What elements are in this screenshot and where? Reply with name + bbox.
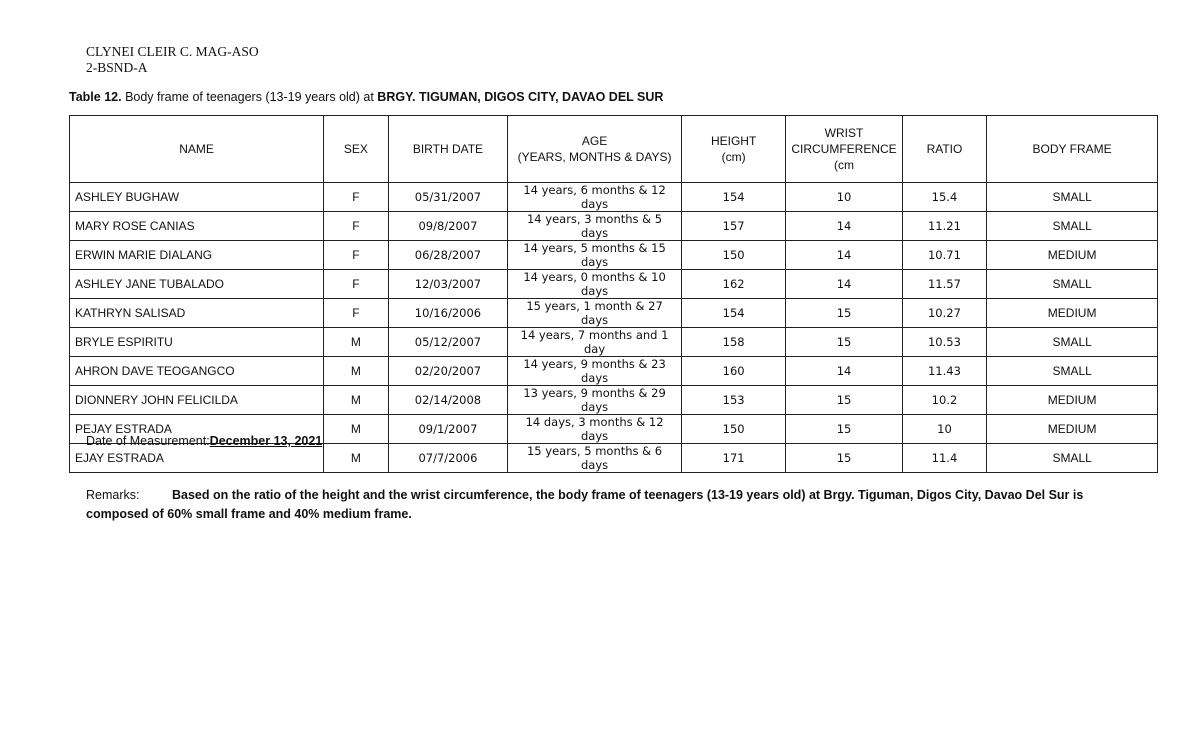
- cell-ratio: 10.2: [902, 386, 987, 415]
- cell-height: 154: [681, 299, 785, 328]
- table-caption: [69, 89, 663, 105]
- cell-age: 14 years, 9 months & 23 days: [508, 357, 682, 386]
- cell-age: 14 years, 5 months & 15 days: [508, 241, 682, 270]
- cell-wrist: 15: [786, 386, 902, 415]
- cell-birth-date: 10/16/2006: [388, 299, 508, 328]
- table-row: [70, 270, 1158, 299]
- measurement-date: December 13, 2021: [209, 434, 323, 448]
- cell-birth-date: 02/20/2007: [388, 357, 508, 386]
- cell-height: 150: [681, 415, 785, 444]
- cell-body-frame: MEDIUM: [987, 415, 1158, 444]
- header-ratio: RATIO: [902, 116, 987, 183]
- cell-body-frame: MEDIUM: [987, 386, 1158, 415]
- cell-body-frame: SMALL: [987, 270, 1158, 299]
- author-section: 2-BSND-A: [86, 60, 148, 75]
- header-wrist-line3: (cm: [834, 158, 855, 172]
- header-height: [681, 116, 785, 183]
- table-row: [70, 183, 1158, 212]
- remarks-block: [86, 486, 1126, 524]
- cell-sex: F: [324, 183, 389, 212]
- header-height-line2: (cm): [721, 150, 746, 164]
- cell-name: MARY ROSE CANIAS: [70, 212, 324, 241]
- header-birth-date: BIRTH DATE: [388, 116, 508, 183]
- cell-name: PEJAY ESTRADA: [70, 415, 324, 444]
- table-number: Table 12.: [69, 90, 122, 104]
- cell-age: 15 years, 1 month & 27 days: [508, 299, 682, 328]
- table-caption-location: BRGY. TIGUMAN, DIGOS CITY, DAVAO DEL SUR: [377, 90, 664, 104]
- cell-body-frame: MEDIUM: [987, 241, 1158, 270]
- cell-sex: F: [324, 212, 389, 241]
- cell-wrist: 15: [786, 415, 902, 444]
- header-body-frame: BODY FRAME: [987, 116, 1158, 183]
- cell-height: 160: [681, 357, 785, 386]
- cell-ratio: 15.4: [902, 183, 987, 212]
- cell-sex: F: [324, 241, 389, 270]
- cell-wrist: 14: [786, 241, 902, 270]
- cell-birth-date: 09/1/2007: [388, 415, 508, 444]
- remarks-text: Based on the ratio of the height and the wrist circumference, the body frame of teenagers (13-19 years old) at Brgy. Tiguman, Digos City, Davao Del Sur is composed of 60% small frame and 40% medium frame.: [86, 488, 1084, 521]
- cell-sex: M: [324, 444, 389, 473]
- header-height-line1: HEIGHT: [710, 134, 757, 148]
- cell-name: ERWIN MARIE DIALANG: [70, 241, 324, 270]
- cell-sex: M: [324, 415, 389, 444]
- cell-ratio: 11.4: [902, 444, 987, 473]
- cell-name: EJAY ESTRADA: [70, 444, 324, 473]
- table-row: [70, 386, 1158, 415]
- table-caption-text: Body frame of teenagers (13-19 years old) at: [125, 90, 374, 104]
- cell-wrist: 14: [786, 357, 902, 386]
- cell-wrist: 14: [786, 212, 902, 241]
- cell-wrist: 14: [786, 270, 902, 299]
- cell-name: AHRON DAVE TEOGANGCO: [70, 357, 324, 386]
- cell-height: 150: [681, 241, 785, 270]
- remarks-label: Remarks:: [86, 488, 140, 502]
- cell-ratio: 11.43: [902, 357, 987, 386]
- cell-wrist: 15: [786, 444, 902, 473]
- cell-sex: M: [324, 357, 389, 386]
- cell-sex: F: [324, 270, 389, 299]
- cell-body-frame: SMALL: [987, 183, 1158, 212]
- measurement-label: Date of Measurement:: [86, 434, 210, 448]
- cell-age: 14 years, 6 months & 12 days: [508, 183, 682, 212]
- cell-height: 154: [681, 183, 785, 212]
- table-header-row: [70, 116, 1158, 183]
- cell-height: 171: [681, 444, 785, 473]
- author-block: [86, 44, 259, 76]
- cell-age: 14 years, 3 months & 5 days: [508, 212, 682, 241]
- table-body: [70, 183, 1158, 473]
- author-name: CLYNEI CLEIR C. MAG-ASO: [86, 44, 259, 59]
- cell-height: 157: [681, 212, 785, 241]
- cell-ratio: 11.21: [902, 212, 987, 241]
- header-age: [508, 116, 682, 183]
- header-wrist-line1: WRIST: [824, 126, 864, 140]
- cell-ratio: 11.57: [902, 270, 987, 299]
- cell-name: DIONNERY JOHN FELICILDA: [70, 386, 324, 415]
- table-row: [70, 357, 1158, 386]
- cell-ratio: 10.71: [902, 241, 987, 270]
- cell-birth-date: 09/8/2007: [388, 212, 508, 241]
- table-row: [70, 241, 1158, 270]
- cell-height: 158: [681, 328, 785, 357]
- cell-height: 162: [681, 270, 785, 299]
- body-frame-table: [69, 115, 1158, 473]
- table-row: [70, 212, 1158, 241]
- cell-birth-date: 06/28/2007: [388, 241, 508, 270]
- cell-name: BRYLE ESPIRITU: [70, 328, 324, 357]
- cell-wrist: 10: [786, 183, 902, 212]
- cell-age: 14 years, 0 months & 10 days: [508, 270, 682, 299]
- cell-ratio: 10.53: [902, 328, 987, 357]
- cell-age: 14 days, 3 months & 12 days: [508, 415, 682, 444]
- cell-wrist: 15: [786, 299, 902, 328]
- cell-ratio: 10.27: [902, 299, 987, 328]
- cell-sex: F: [324, 299, 389, 328]
- cell-age: 15 years, 5 months & 6 days: [508, 444, 682, 473]
- header-age-line2: (YEARS, MONTHS & DAYS): [517, 150, 672, 164]
- cell-age: 14 years, 7 months and 1 day: [508, 328, 682, 357]
- cell-body-frame: MEDIUM: [987, 299, 1158, 328]
- cell-name: ASHLEY JANE TUBALADO: [70, 270, 324, 299]
- cell-body-frame: SMALL: [987, 328, 1158, 357]
- cell-body-frame: SMALL: [987, 212, 1158, 241]
- cell-name: KATHRYN SALISAD: [70, 299, 324, 328]
- header-name: NAME: [70, 116, 324, 183]
- table-row: [70, 299, 1158, 328]
- cell-birth-date: 05/31/2007: [388, 183, 508, 212]
- cell-birth-date: 05/12/2007: [388, 328, 508, 357]
- cell-wrist: 15: [786, 328, 902, 357]
- cell-name: ASHLEY BUGHAW: [70, 183, 324, 212]
- table-row: [70, 328, 1158, 357]
- header-wrist: [786, 116, 902, 183]
- cell-height: 153: [681, 386, 785, 415]
- cell-birth-date: 12/03/2007: [388, 270, 508, 299]
- cell-birth-date: 07/7/2006: [388, 444, 508, 473]
- cell-body-frame: SMALL: [987, 444, 1158, 473]
- cell-ratio: 10: [902, 415, 987, 444]
- header-sex: SEX: [324, 116, 389, 183]
- measurement-line: [86, 433, 322, 449]
- cell-age: 13 years, 9 months & 29 days: [508, 386, 682, 415]
- cell-sex: M: [324, 328, 389, 357]
- header-wrist-line2: CIRCUMFERENCE: [791, 142, 897, 156]
- cell-sex: M: [324, 386, 389, 415]
- cell-body-frame: SMALL: [987, 357, 1158, 386]
- cell-birth-date: 02/14/2008: [388, 386, 508, 415]
- header-age-line1: AGE: [581, 134, 608, 148]
